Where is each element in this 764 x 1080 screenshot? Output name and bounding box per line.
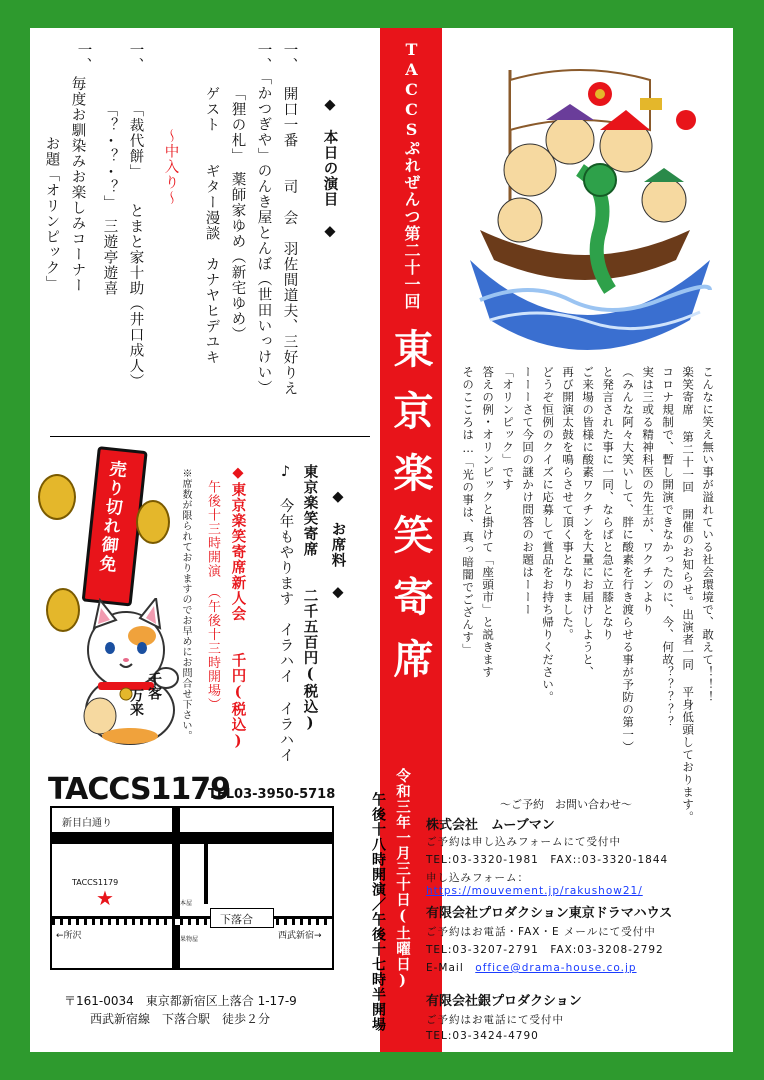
org-email-label: E-Mail	[426, 962, 476, 974]
org-form-label: 申し込みフォーム：	[426, 872, 529, 884]
intro-line: 実は三或る精神科医の先生が、ワクチンより	[641, 366, 656, 616]
map-road	[204, 844, 208, 904]
map-direction-right: 西武新宿→	[278, 931, 322, 941]
intro-line: （みんな阿々大笑いして、胖に酸素を行き渡らせる事が予防の第一）	[621, 366, 636, 754]
intro-line: ーーーさて今回の謎かけ問答のお題はーーー	[521, 366, 536, 616]
contact-header: 〜ご予約 お問い合わせ〜	[500, 798, 632, 811]
program-item-number: 一、	[281, 42, 298, 73]
seats-newcomer-time: 午後十三時開演 （午後十三時開場）	[205, 480, 220, 712]
program-item: 開口一番 司 会 羽佐間道夫、三好りえ	[281, 86, 298, 396]
program-item-number: 一、	[255, 42, 272, 73]
event-time: 午後十八時開演／午後十七時半開場	[370, 792, 386, 1032]
map-road	[52, 832, 332, 844]
program-item: 「狸の札」 薬師家ゆめ（新宅ゆめ）	[229, 86, 246, 343]
program-heading: ◆ 本日の演目 ◆	[321, 96, 339, 241]
map-road-label: 新目白通り	[62, 814, 112, 829]
seats-price-main: 東京楽笑寄席 二千五百円(税込)	[301, 464, 319, 733]
org-name: 有限会社プロダクション東京ドラマハウス	[426, 906, 673, 921]
event-subtitle: TACCSぷれぜんつ第二十一回	[402, 40, 421, 310]
program-item: お題「オリンピック」	[43, 136, 60, 291]
intro-line: どうぞ恒例のクイズに応募して賞品をお持ち帰りください。	[541, 366, 556, 704]
intro-line: 楽笑寄席 第二十一回 開催のお知らせ。出演者一同 平身低頭しております。	[681, 366, 696, 824]
map-pin-icon: ★	[96, 886, 114, 910]
coin-icon	[136, 500, 170, 544]
program-item: 「かつぎや」のんき屋とんぼ（世田いっけい）	[255, 70, 272, 396]
neko-text: 千客	[146, 672, 162, 700]
org-note: ご予約は申し込みフォームにて受付中	[426, 836, 621, 848]
venue-access: 西武新宿線 下落合駅 徒歩２分	[90, 1012, 271, 1026]
intro-line: 再び開演太鼓を鳴らさせて頂く事となりました。	[561, 366, 576, 641]
intro-line: と発言された事に一同、ならばと急に立膝となり	[601, 366, 616, 641]
venue-address: 〒161-0034 東京都新宿区上落合 1-17-9	[64, 994, 297, 1008]
coin-icon	[38, 474, 76, 520]
soldout-text: 売り切れ御免	[94, 459, 127, 575]
event-title: 東京楽笑寄席	[387, 328, 434, 700]
neko-text: 万来	[128, 688, 144, 716]
maneki-neko-icon	[70, 598, 190, 748]
org-email	[426, 960, 637, 975]
org-phone: TEL:03-3320-1981 FAX::03-3320-1844	[426, 854, 669, 866]
seats-newcomer-price: ◆東京楽笑寄席新人会 千円(税込)	[229, 464, 247, 751]
intro-line: こんなに笑え無い事が溢れている社会環境で、敢えて！！！	[701, 366, 716, 704]
intro-line: そのこころは…「光の事は、真っ暗闇でござんす」	[461, 366, 476, 656]
map-pin-label: TACCS1179	[72, 878, 119, 887]
reservation-form-link[interactable]: https://mouvement.jp/rakushow21/	[426, 885, 643, 897]
venue-tel: TEL03-3950-5718	[208, 787, 336, 802]
intro-line: 「オリンピック」です	[501, 366, 516, 491]
map-station-label: 下落合	[220, 913, 253, 926]
takarabune-illustration	[450, 50, 720, 350]
seats-tagline: ♪ 今年もやります イラハイ イラハイ	[277, 464, 294, 763]
intermission-label: 〜中入り〜	[162, 128, 179, 206]
intro-line: コロナ規制で、暫し開演できなかったのに、今、何故？？？？？	[661, 366, 676, 729]
program-item: 毎度お馴染みお楽しみコーナー	[69, 76, 86, 293]
program-item-number: 一、	[75, 42, 92, 73]
map-shop-label: 果物屋	[180, 936, 199, 943]
org-note: ご予約はお電話・FAX・E メールにて受付中	[426, 926, 656, 938]
flyer-paper	[30, 28, 733, 1052]
venue-name: TACCS1179	[48, 772, 231, 807]
org-form	[426, 870, 733, 897]
access-map	[50, 806, 334, 970]
map-direction-left: ←所沢	[56, 931, 82, 941]
seats-note: ※席数が限られておりますのでお早めにお問合せ下さい。	[180, 468, 191, 741]
org-name: 株式会社 ムーブマン	[426, 818, 555, 833]
org-phone: TEL:03-3207-2791 FAX:03-3208-2792	[426, 944, 664, 956]
program-item: 「裁代餅」 とまと家十助（井口成人）	[127, 102, 144, 390]
org-phone: TEL:03-3424-4790	[426, 1030, 539, 1042]
intro-line: ご来場の皆様に酸素ワクチンを大量にお届けしようと、	[581, 366, 596, 679]
map-railway-ties	[52, 919, 332, 925]
seats-heading: ◆ お席料 ◆	[329, 488, 347, 602]
event-date: 令和三年一月三十日(土曜日)	[394, 768, 411, 990]
map-shop-label: 本屋	[180, 900, 193, 907]
program-item-number: 一、	[127, 42, 144, 73]
intro-line: 答えの例・オリンピックと掛けて「座頭市」と説きます	[481, 366, 496, 679]
program-item: ゲスト ギター漫談 カナヤヒデユキ	[203, 86, 220, 365]
section-divider	[50, 436, 370, 437]
org-name: 有限会社銀プロダクション	[426, 994, 582, 1009]
map-road	[172, 808, 180, 968]
program-item: 「？・？・？」 三遊亭遊喜	[101, 102, 118, 297]
email-link[interactable]: office@drama-house.co.jp	[475, 962, 637, 974]
org-note: ご予約はお電話にて受付中	[426, 1014, 564, 1026]
